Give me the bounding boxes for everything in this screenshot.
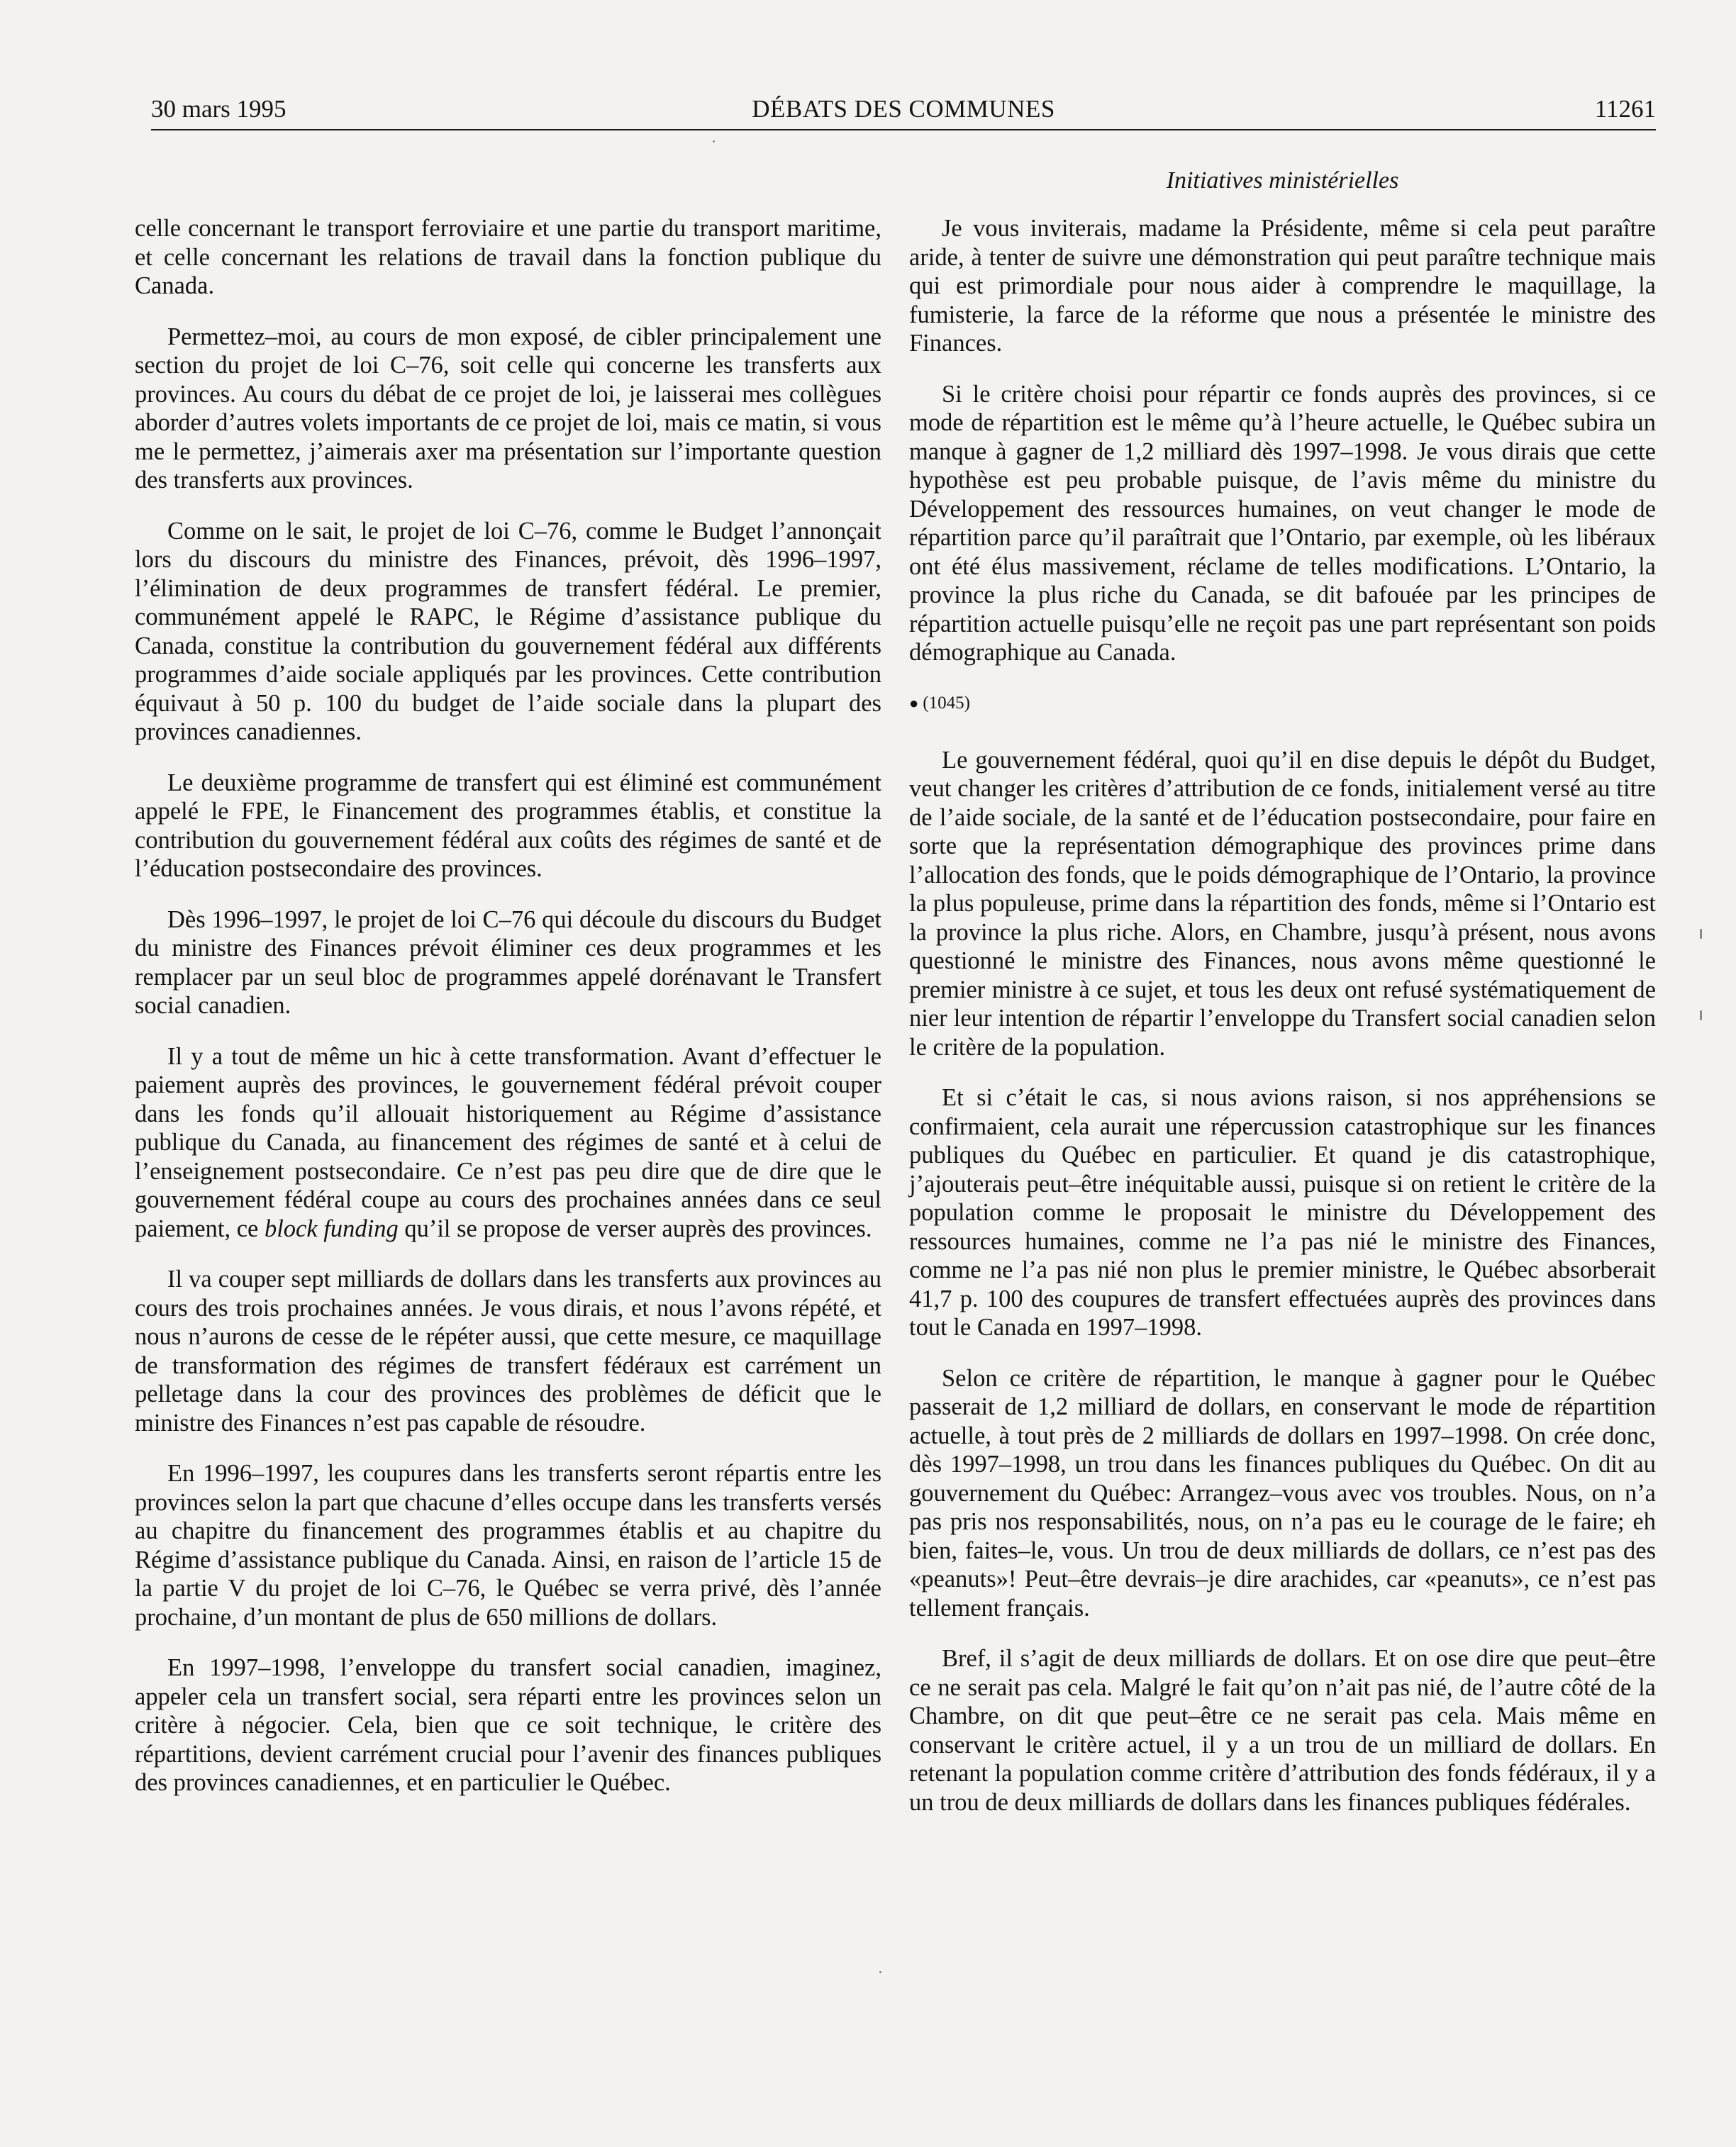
page-header: [151, 85, 1656, 130]
paragraph: En 1996–1997, les coupures dans les transferts seront répartis entre les provinces selon la part que chacune d’elles occupe dans les transferts versés au chapitre du financement des programmes établis et au chapitre du Régime d’assistance publique du Canada. Ainsi, en raison de l’article 15 de la partie V du projet de loi C–76, le Québec se verra privé, dès l’année prochaine, d’un montant de plus de 650 millions de dollars.: [135, 1460, 881, 1631]
paragraph: [135, 1042, 881, 1244]
header-publication: DÉBATS DES COMMUNES: [752, 95, 1055, 123]
scan-speck: [1700, 1010, 1702, 1020]
paragraph: Comme on le sait, le projet de loi C–76, comme le Budget l’annonçait lors du discours du ministre des Finances, prévoit, dès 1996–1997, l’élimination de deux programmes de transfert fédéral. Le premier, communément appelé le RAPC, le Régime d’assistance publique du Canada, constitue la contribution du gouvernement fédéral aux différents programmes d’aide sociale appliqués par les provinces. Cette contribution équivaut à 50 p. 100 du budget de l’aide sociale dans la plupart des provinces canadiennes.: [135, 517, 881, 745]
paragraph: celle concernant le transport ferroviaire et une partie du transport maritime, et celle concernant les relations de travail dans la fonction publique du Canada.: [135, 215, 881, 299]
paragraph: Dès 1996–1997, le projet de loi C–76 qui découle du discours du Budget du ministre des Finances prévoit éliminer ces deux programmes et les remplacer par un seul bloc de programmes appelé dorénavant le Transfert social canadien.: [135, 905, 881, 1019]
time-marker: [909, 689, 1656, 718]
scan-speck: [1700, 929, 1702, 939]
header-page-number: 11261: [1594, 95, 1656, 123]
paragraph: Le deuxième programme de transfert qui est éliminé est communément appelé le FPE, le Financement des programmes établis, et constitue la contribution du gouvernement fédéral aux coûts des régimes de santé et de l’éducation postsecondaire des provinces.: [135, 769, 881, 882]
paragraph: Il va couper sept milliards de dollars dans les transferts aux provinces au cours des trois prochaines années. Je vous dirais, et nous l’avons répété, et nous n’aurons de cesse de le répéter aussi, que cette mesure, ce maquillage de transformation des régimes de transfert fédéraux est carrément un pelletage dans la cour des provinces des problèmes de déficit que le ministre des Finances n’est pas capable de résoudre.: [135, 1266, 881, 1437]
paragraph-text: Il y a tout de même un hic à cette transformation. Avant d’effectuer le paiement auprès des provinces, le gouvernement fédéral prévoit couper dans les fonds qu’il allouait historiquement au Régime d’assistance publique du Canada, au financement des régimes de santé et à celui de l’enseignement postsecondaire. Ce n’est pas peu dire que de dire que le gouvernement fédéral coupe au cours des prochaines années dans ce seul paiement, ce: [135, 1042, 881, 1242]
paragraph: Et si c’était le cas, si nous avions raison, si nos appréhensions se confirmaient, cela aurait une répercussion catastrophique sur les finances publiques du Québec en particulier. Et quand je dis catastrophique, j’ajouterais peut–être inéquitable aussi, puisque si on retient le critère de la population comme le proposait le ministre du Développement des ressources humaines, comme ne l’a pas nié le ministre des Finances, comme ne l’a pas nié non plus le premier ministre, le Québec absorberait 41,7 p. 100 des coupures de transfert effectuées auprès des provinces dans tout le Canada en 1997–1998.: [909, 1084, 1656, 1341]
paragraph: Je vous inviterais, madame la Présidente, même si cela peut paraître aride, à tenter de suivre une démonstration qui peut paraître technique mais qui est primordiale pour nous aider à comprendre le maquillage, la fumisterie, la farce de la réforme que nous a présentée le ministre des Finances.: [909, 215, 1656, 357]
italic-term: block funding: [264, 1215, 399, 1242]
paragraph: Le gouvernement fédéral, quoi qu’il en dise depuis le dépôt du Budget, veut changer les critères d’attribution de ce fonds, initialement versé au titre de l’aide sociale, de la santé et de l’éducation postsecondaire, pour faire en sorte que la représentation démographique des provinces prime dans l’allocation des fonds, que le poids démographique de l’Ontario, la province la plus populeuse, prime dans la répartition des fonds, même si l’Ontario est la province la plus riche. Alors, en Chambre, jusqu’à présent, nous avons questionné le ministre des Finances, nous avons même questionné le premier ministre à ce sujet, et tous les deux ont refusé systématiquement de nier leur intention de répartir l’enveloppe du Transfert social canadien selon le critère de la population.: [909, 746, 1656, 1061]
paragraph: En 1997–1998, l’enveloppe du transfert social canadien, imaginez, appeler cela un transfert social, sera réparti entre les provinces selon un critère à négocier. Cela, bien que ce soit technique, le critère des répartitions, devient carrément crucial pour l’avenir des finances publiques des provinces canadiennes, et en particulier le Québec.: [135, 1654, 881, 1796]
paragraph-text: qu’il se propose de verser auprès des provinces.: [398, 1215, 872, 1242]
time-marker-label: (1045): [923, 693, 970, 713]
paragraph: Si le critère choisi pour répartir ce fonds auprès des provinces, si ce mode de répartition est le même qu’à l’heure actuelle, le Québec subira un manque à gagner de 1,2 milliard dès 1997–1998. Je vous dirais que cette hypothèse est peu probable puisque, de l’avis même du ministre du Développement des ressources humaines, on veut changer le mode de répartition parce qu’il paraîtrait que l’Ontario, par exemple, où les libéraux ont été élus massivement, réclame de telles modifications. L’Ontario, la province la plus riche du Canada, se dit bafouée par les principes de répartition actuelle puisqu’elle ne reçoit pas une part représentant son poids démographique au Canada.: [909, 380, 1656, 666]
header-date: 30 mars 1995: [151, 95, 286, 123]
scan-speck: [713, 140, 715, 143]
right-column: [909, 214, 1656, 1817]
paragraph: Selon ce critère de répartition, le manque à gagner pour le Québec passerait de 1,2 milliard de dollars, en conservant le mode de répartition actuelle, à tout près de 2 milliards de dollars en 1997–1998. On crée donc, dès 1997–1998, un trou dans les finances publiques du Québec. On dit au gouvernement du Québec: Arrangez–vous avec vos troubles. Nous, on n’a pas pris nos responsabilités, nous, on n’a pas eu le courage de le faire; eh bien, faites–le, vous. Un trou de deux milliards de dollars, ce n’est pas des «peanuts»! Peut–être devrais–je dire arachides, car «peanuts», ce n’est pas tellement français.: [909, 1364, 1656, 1622]
section-label: Initiatives ministérielles: [1166, 167, 1399, 194]
paragraph: Bref, il s’agit de deux milliards de dollars. Et on ose dire que peut–être ce ne serait pas cela. Malgré le fait qu’on n’ait pas nié, de l’autre côté de la Chambre, on dit que peut–être ce ne serait pas cela. Mais même en conservant le critère actuel, il y a un trou de un milliard de dollars. En retenant la population comme critère d’attribution des fonds fédéraux, il y a un trou de deux milliards de dollars dans les finances publiques fédérales.: [909, 1645, 1656, 1816]
scan-speck: [879, 1971, 881, 1973]
left-column: [135, 214, 881, 1797]
paragraph: Permettez–moi, au cours de mon exposé, de cibler principalement une section du projet de loi C–76, soit celle qui concerne les transferts aux provinces. Au cours du débat de ce projet de loi, je laisserai mes collègues aborder d’autres volets importants de ce projet de loi, mais ce matin, si vous me le permettez, j’aimerais axer ma présentation sur l’importante question des transferts aux provinces.: [135, 323, 881, 493]
bullet-icon: ●: [909, 693, 919, 712]
